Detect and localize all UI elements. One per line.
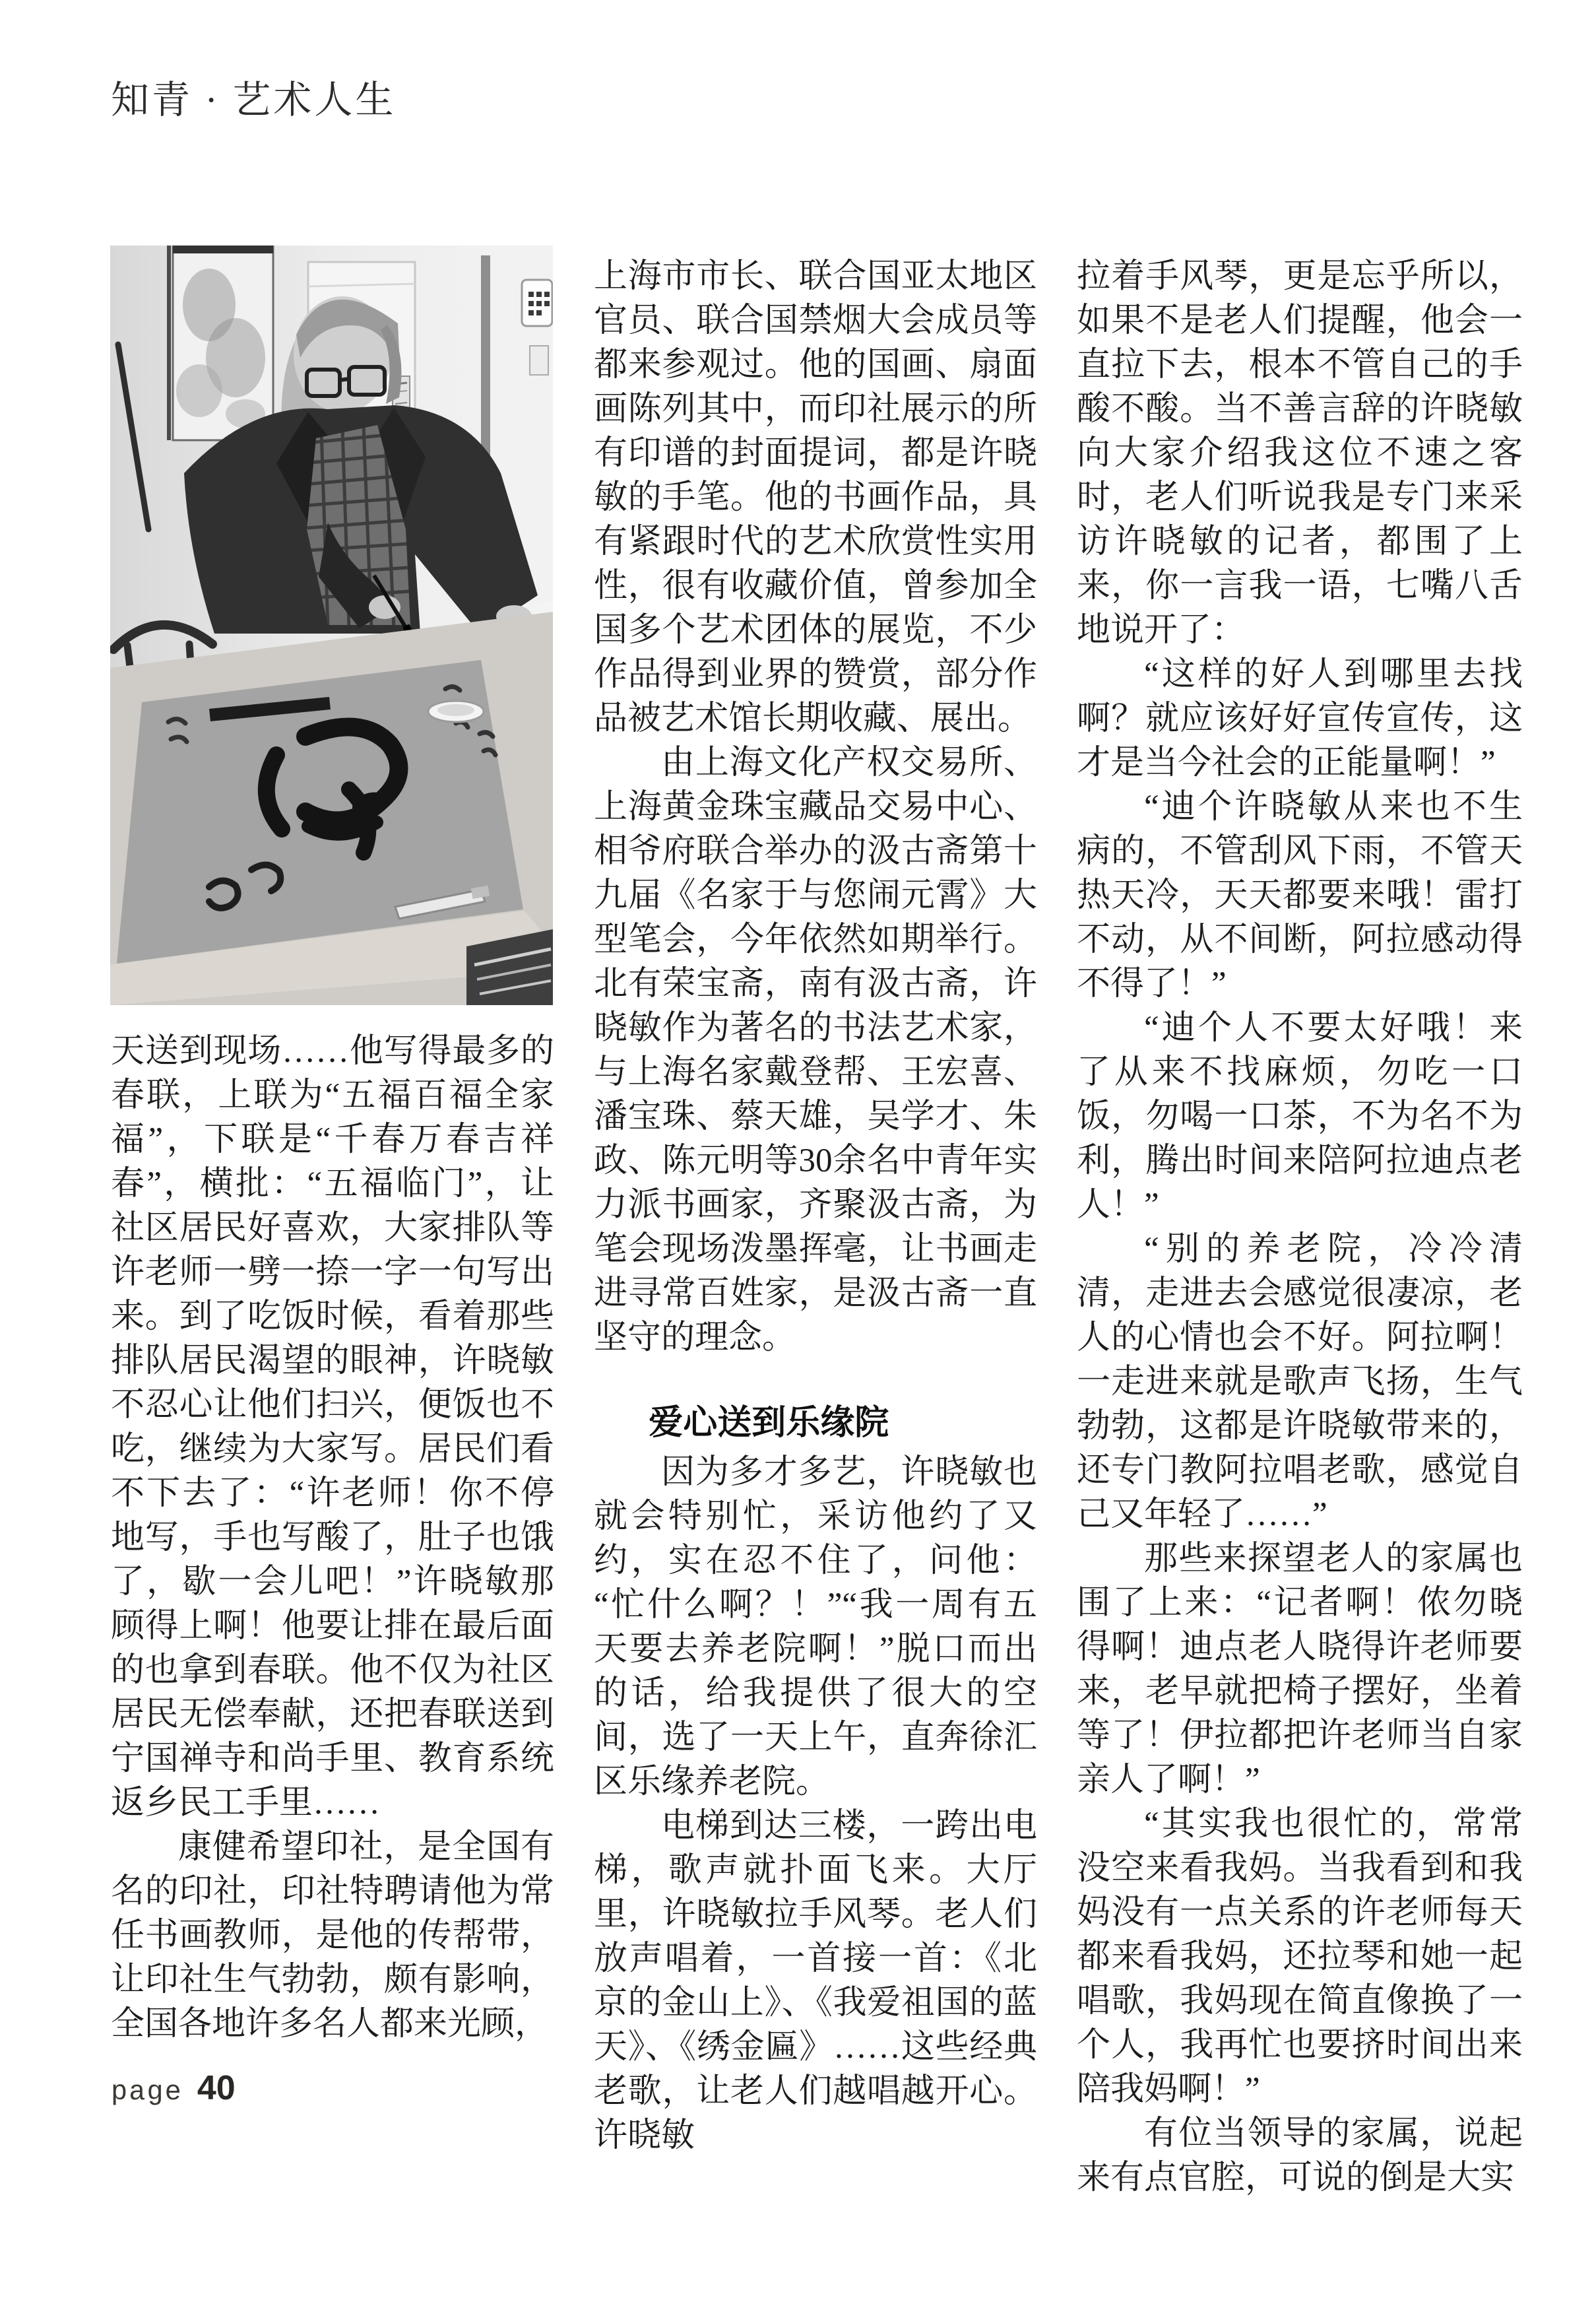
text-column-2 [594,255,1037,2158]
paragraph: “这样的好人到哪里去找啊？就应该好好宣传宣传，这才是当今社会的正能量啊！” [1077,656,1523,781]
paragraph: “别的养老院，冷冷清清，走进去会感觉很凄凉，老人的心情也会不好。阿拉啊！一走进来就是歌声飞扬，生气勃勃，这都是许晓敏带来的，还专门教阿拉唱老歌，感觉自己又年轻了……” [1077,1231,1523,1533]
subheading: 爱心送到乐缘院 [649,1404,889,1442]
paragraph: 有位当领导的家属，说起来有点官腔，可说的倒是大实 [1077,2115,1523,2196]
paragraph: 那些来探望老人的家属也围了上来：“记者啊！侬勿晓得啊！迪点老人晓得许老师要来，老早就把椅子摆好，坐着等了！伊拉都把许老师当自家亲人了啊！” [1077,1540,1523,1798]
paragraph: “迪个人不要太好哦！来了从来不找麻烦，勿吃一口饭，勿喝一口茶，不为名不为利，腾出时间来陪阿拉迪点老人！” [1077,1010,1523,1224]
paragraph: 拉着手风琴，更是忘乎所以，如果不是老人们提醒，他会一直拉下去，根本不管自己的手酸不酸。当不善言辞的许晓敏向大家介绍我这位不速之客时，老人们听说我是专门来采访许晓敏的记者，都围了上来，你一言我一语，七嘴八舌地说开了： [1077,258,1523,649]
page-footer [111,2068,236,2108]
paragraph: 电梯到达三楼，一跨出电梯，歌声就扑面飞来。大厅里，许晓敏拉手风琴。老人们放声唱着，一首接一首：《北京的金山上》、《我爱祖国的蓝天》、《绣金匾》……这些经典老歌，让老人们越唱越开心。许晓敏 [594,1808,1037,2154]
paragraph: 康健希望印社，是全国有名的印社，印社特聘请他为常任书画教师，是他的传帮带，让印社生气勃勃，颇有影响，全国各地许多名人都来光顾， [111,1829,554,2043]
text-column-3 [1077,255,1523,2200]
photo-scroll-painting [167,246,273,440]
calligraphy-photo-illustration [110,246,553,1005]
text-column-1 [111,1030,554,2047]
paragraph: “迪个许晓敏从来也不生病的，不管刮风下雨，不管天热天冷，天天都要来哦！雷打不动，从不间断，阿拉感动得不得了！” [1077,789,1523,1002]
page-label: page [111,2076,183,2108]
paragraph: 由上海文化产权交易所、上海黄金珠宝藏品交易中心、相爷府联合举办的汲古斋第十九届《名家于与您闹元霄》大型笔会，今年依然如期举行。北有荣宝斋，南有汲古斋，许晓敏作为著名的书法艺术家，与上海名家戴登帮、王宏喜、潘宝珠、蔡天雄，吴学才、朱政、陈元明等30余名中青年实力派书画家，齐聚汲古斋，为笔会现场泼墨挥毫，让书画走进寻常百姓家，是汲古斋一直坚守的理念。 [594,744,1037,1356]
paragraph: 天送到现场……他写得最多的春联，上联为“五福百福全家福”，下联是“千春万春吉祥春”，横批：“五福临门”，让社区居民好喜欢，大家排队等许老师一劈一捺一字一句写出来。到了吃饭时候，看着那些排队居民渴望的眼神，许晓敏不忍心让他们扫兴，便饭也不吃，继续为大家写。居民们看不下去了：“许老师！你不停地写，手也写酸了，肚子也饿了，歇一会儿吧！”许晓敏那顾得上啊！他要让排在最后面的也拿到春联。他不仅为社区居民无偿奉献，还把春联送到宁国禅寺和尚手里、教育系统返乡民工手里…… [111,1033,554,1822]
paragraph: 上海市市长、联合国亚太地区官员、联合国禁烟大会成员等都来参观过。他的国画、扇面画陈列其中，而印社展示的所有印谱的封面提词，都是许晓敏的手笔。他的书画作品，具有紧跟时代的艺术欣赏性实用性，很有收藏价值，曾参加全国多个艺术团体的展览，不少作品得到业界的赞赏，部分作品被艺术馆长期收藏、展出。 [594,258,1037,737]
paragraph: 因为多才多艺，许晓敏也就会特别忙，采访他约了又约，实在忍不住了，问他：“忙什么啊？！”“我一周有五天要去养老院啊！”脱口而出的话，给我提供了很大的空间，选了一天上午，直奔徐汇区乐缘养老院。 [594,1454,1037,1800]
paragraph: “其实我也很忙的，常常没空来看我妈。当我看到和我妈没有一点关系的许老师每天都来看我妈，还拉琴和她一起唱歌，我妈现在简直像换了一个人，我再忙也要挤时间出来陪我妈啊！” [1077,1806,1523,2108]
article-photo [110,246,553,1005]
section-header: 知青 · 艺术人生 [111,79,397,121]
page-number: 40 [197,2069,236,2107]
